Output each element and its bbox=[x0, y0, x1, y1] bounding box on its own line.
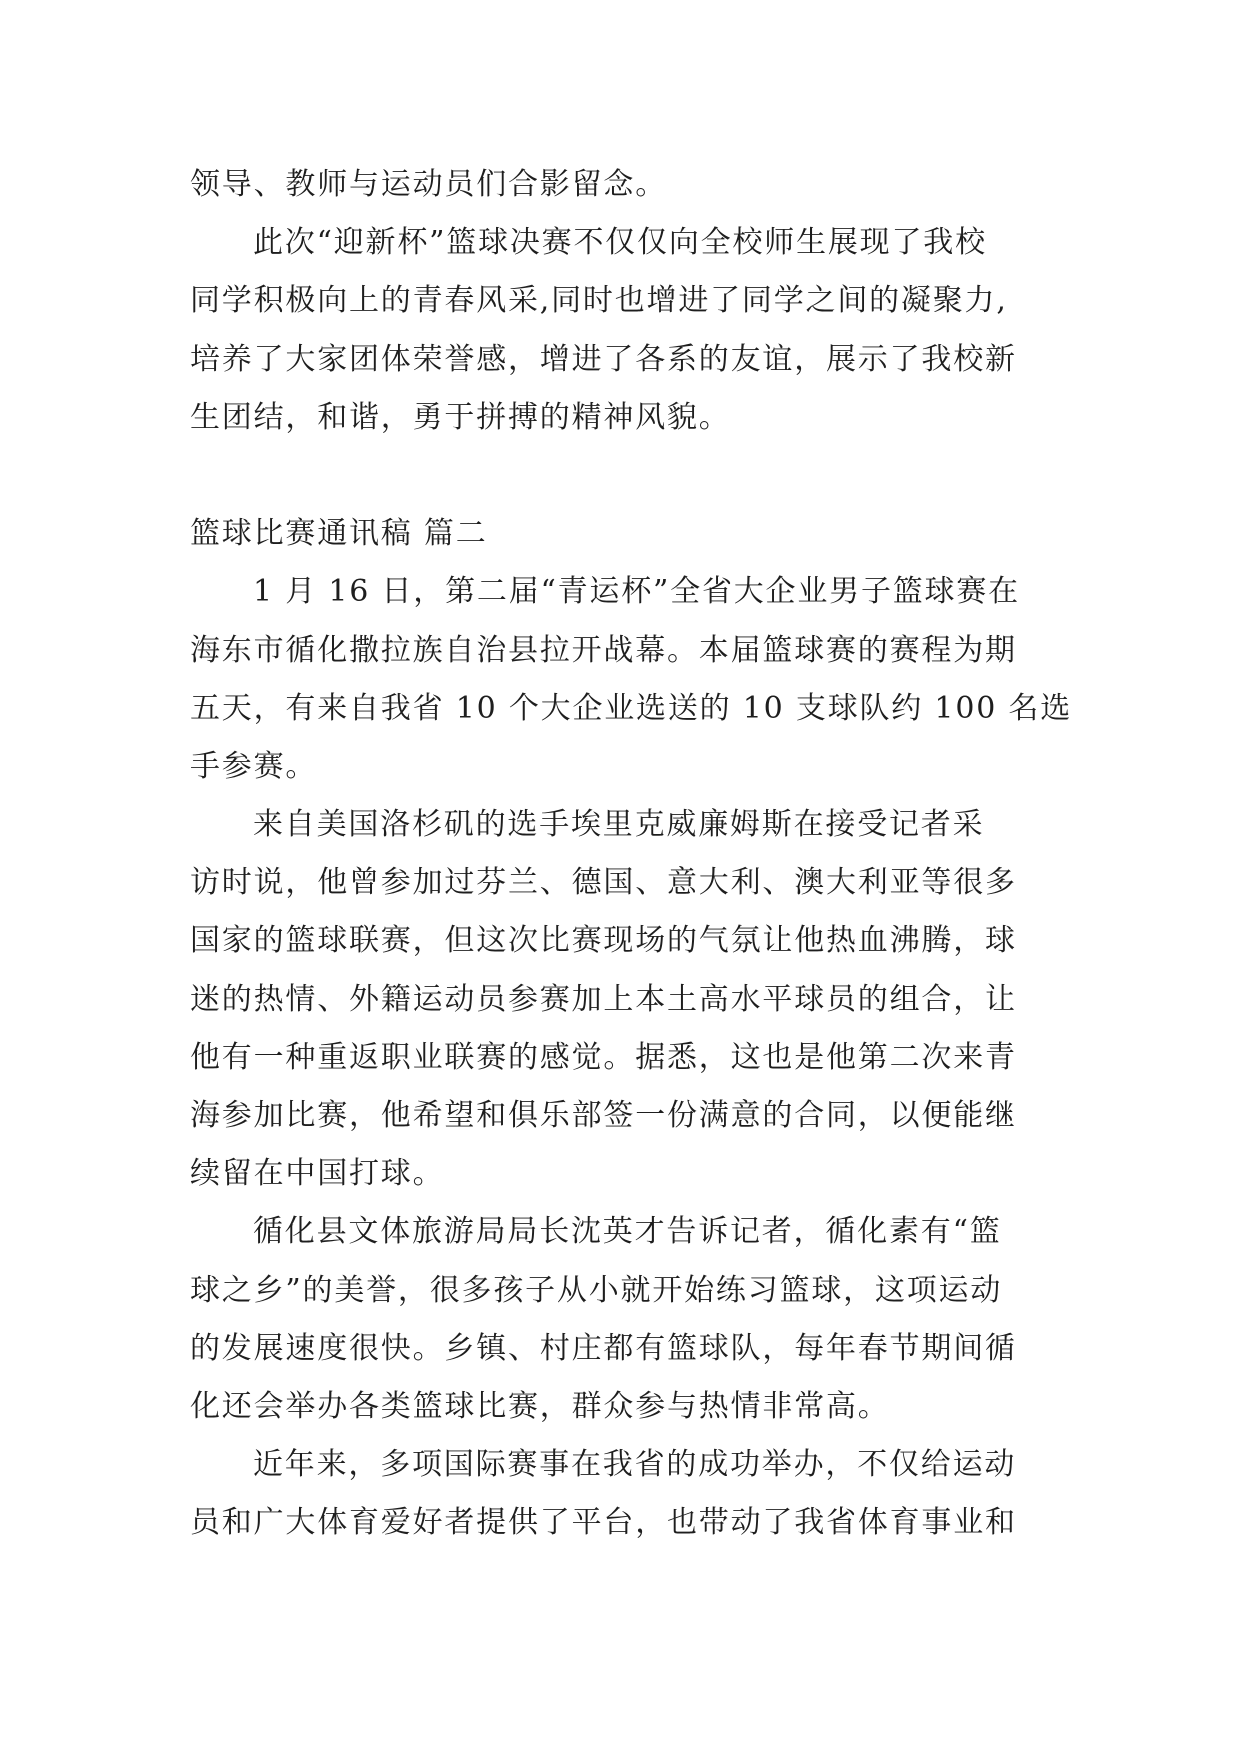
text-line: 此次“迎新杯”篮球决赛不仅仅向全校师生展现了我校 bbox=[253, 225, 987, 261]
paragraph bbox=[190, 796, 1121, 1203]
text-line: 五天，有来自我省 10 个大企业选送的 10 支球队约 100 名选 bbox=[190, 690, 1073, 726]
text-line: 海东市循化撒拉族自治县拉开战幕。本届篮球赛的赛程为期 bbox=[190, 632, 1017, 668]
text-line: 生团结，和谐，勇于拼搏的精神风貌。 bbox=[190, 399, 731, 435]
text-line: 来自美国洛杉矶的选手埃里克威廉姆斯在接受记者采 bbox=[253, 807, 985, 843]
text-line: 领导、教师与运动员们合影留念。 bbox=[190, 167, 667, 202]
paragraph bbox=[190, 1436, 1121, 1552]
section-heading: 篮球比赛通讯稿 篇二 bbox=[190, 516, 488, 552]
text-line: 海参加比赛，他希望和俱乐部签一份满意的合同，以便能继 bbox=[190, 1098, 1017, 1133]
text-line: 化还会举办各类篮球比赛，群众参与热情非常高。 bbox=[190, 1388, 890, 1424]
paragraph bbox=[190, 156, 1121, 214]
text-line: 手参赛。 bbox=[190, 748, 318, 784]
text-line: 的发展速度很快。乡镇、村庄都有篮球队，每年春节期间循 bbox=[190, 1330, 1017, 1366]
text-line: 球之乡”的美誉，很多孩子从小就开始练习篮球，这项运动 bbox=[190, 1272, 1003, 1308]
paragraph bbox=[190, 214, 1121, 447]
paragraph bbox=[190, 563, 1121, 796]
text-line: 迷的热情、外籍运动员参赛加上本土高水平球员的组合，让 bbox=[190, 981, 1017, 1017]
text-line: 员和广大体育爱好者提供了平台，也带动了我省体育事业和 bbox=[190, 1505, 1017, 1541]
text-line: 培养了大家团体荣誉感，增进了各系的友谊，展示了我校新 bbox=[190, 341, 1017, 377]
text-line: 访时说，他曾参加过芬兰、德国、意大利、澳大利亚等很多 bbox=[190, 865, 1017, 901]
blank-line bbox=[190, 447, 1121, 505]
section-1 bbox=[190, 156, 1121, 447]
text-line: 国家的篮球联赛，但这次比赛现场的气氛让他热血沸腾，球 bbox=[190, 923, 1017, 959]
text-line: 他有一种重返职业联赛的感觉。据悉，这也是他第二次来青 bbox=[190, 1039, 1017, 1075]
text-line: 续留在中国打球。 bbox=[190, 1156, 445, 1192]
text-line: 循化县文体旅游局局长沈英才告诉记者，循化素有“篮 bbox=[253, 1214, 1002, 1250]
text-line: 1 月 16 日，第二届“青运杯”全省大企业男子篮球赛在 bbox=[253, 574, 1020, 610]
section-2 bbox=[190, 505, 1121, 1552]
paragraph bbox=[190, 1203, 1121, 1436]
text-line: 近年来，多项国际赛事在我省的成功举办，不仅给运动 bbox=[253, 1447, 1017, 1483]
text-line: 同学积极向上的青春风采,同时也增进了同学之间的凝聚力, bbox=[190, 283, 1008, 319]
